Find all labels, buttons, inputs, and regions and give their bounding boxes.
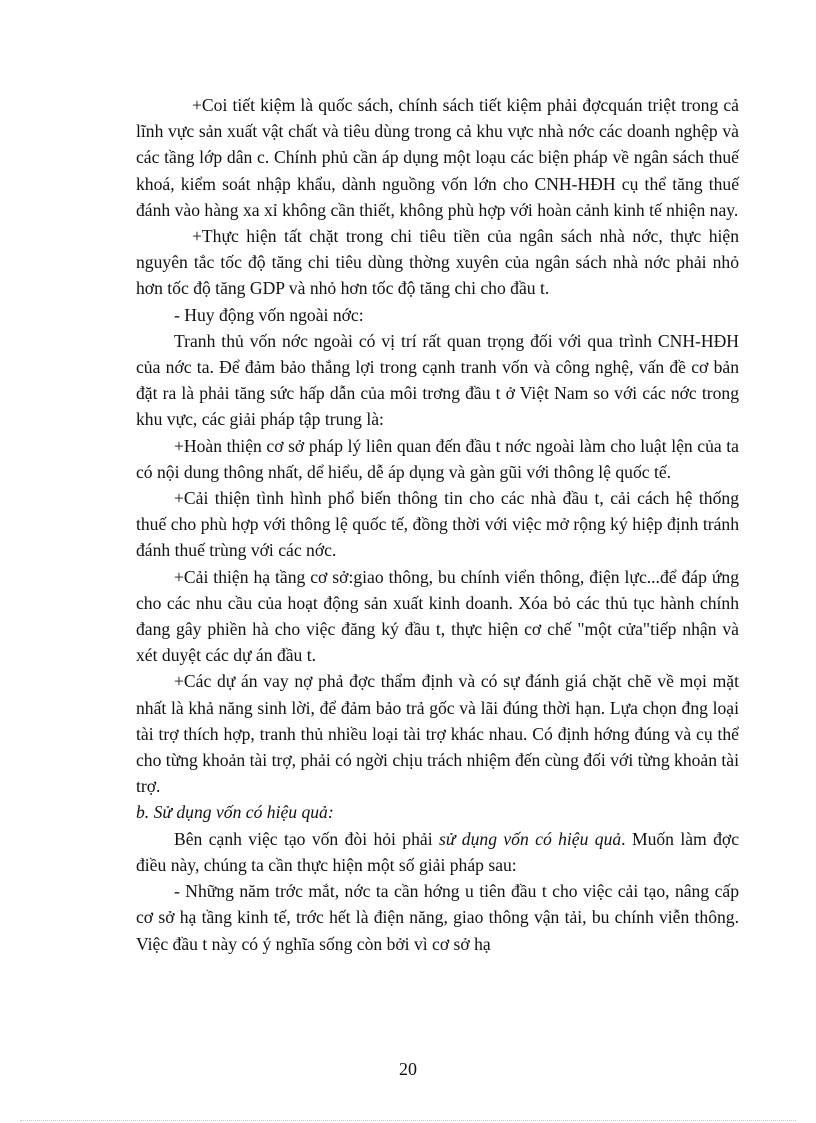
- paragraph-spending-control: +Thực hiện tất chặt trong chi tiêu tiền của ngân sách nhà nớc, thực hiện nguyên tắc tốc độ tăng chi tiêu dùng thờng xuyên của ngân sách nhà nớc phải nhỏ hơn tốc độ tăng GDP và nhỏ hơn tốc độ tăng chi cho đầu t.: [136, 226, 739, 299]
- paragraph-savings-policy: +Coi tiết kiệm là quốc sách, chính sách tiết kiệm phải đợcquán triệt trong cả lĩnh vực sản xuất vật chất và tiêu dùng trong cả khu vực nhà nớc các doanh nghệp và các tầng lớp dân c. Chính phủ cần áp dụng một loạu các biện pháp về ngân sách thuế khoá, kiểm soát nhập khẩu, dành nguồng vốn lớn cho CNH-HĐH cụ thể tăng thuế đánh vào hàng xa xỉ không cần thiết, không phù hợp với hoàn cảnh kinh tế nhiện nay.: [136, 95, 739, 220]
- paragraph-foreign-capital-intro: Tranh thủ vốn nớc ngoài có vị trí rất quan trọng đối với qua trình CNH-HĐH của nớc ta. Để đảm bảo thắng lợi trong cạnh tranh vốn và công nghệ, vấn đề cơ bản đặt ra là phải tăng sức hấp dẫn của môi trơng đầu t ở Việt Nam so với các nớc trong khu vực, các giải pháp tập trung là:: [136, 330, 739, 430]
- page-bottom-rule: [20, 1120, 796, 1121]
- paragraph-legal-framework: +Hoàn thiện cơ sở pháp lý liên quan đến đầu t nớc ngoài làm cho luật lện của ta có nội dung thông nhất, dể hiểu, dễ áp dụng và gàn gũi với thông lệ quốc tế.: [136, 435, 739, 482]
- efficiency-intro-before: Bên cạnh việc tạo vốn đòi hỏi phải: [174, 828, 439, 849]
- paragraph-infrastructure-priority: - Những năm trớc mắt, nớc ta cần hớng u tiên đầu t cho việc cải tạo, nâng cấp cơ sở hạ tầng kinh tế, trớc hết là điện năng, giao thông vận tải, bu chính viễn thông. Việc đầu t này có ý nghĩa sống còn bởi vì cơ sở hạ: [136, 881, 739, 954]
- paragraph-information: +Cải thiện tình hình phổ biến thông tin cho các nhà đầu t, cải cách hệ thống thuế cho phù hợp với thông lệ quốc tế, đồng thời với việc mở rộng ký hiệp định tránh đánh thuế trùng với các nớc.: [136, 488, 739, 561]
- paragraph-infrastructure: +Cải thiện hạ tầng cơ sở:giao thông, bu chính viển thông, điện lực...để đáp ứng cho các nhu cầu của hoạt động sản xuất kinh doanh. Xóa bỏ các thủ tục hành chính đang gây phiền hà cho việc đăng ký đầu t, thực hiện cơ chế "một cửa"tiếp nhận và xét duyệt các dự án đầu t.: [136, 566, 739, 666]
- efficiency-intro-after: . Muốn làm đợc điều này, chúng ta cần thực hiện một số giải pháp sau:: [136, 828, 740, 875]
- efficiency-intro-emphasis: sử dụng vốn có hiệu quả: [438, 828, 622, 849]
- paragraph-efficiency-intro: [136, 826, 739, 878]
- paragraph-loan-projects: +Các dự án vay nợ phả đợc thẩm định và có sự đánh giá chặt chẽ về mọi mặt nhất là khả năng sinh lời, để đảm bảo trả gốc và lãi đúng thời hạn. Lựa chọn đng loại tài trợ thích hợp, tranh thủ nhiều loại tài trợ khác nhau. Có định hớng đúng và cụ thể cho từng khoản tài trợ, phải có ngời chịu trách nhiệm đến cùng đối với từng khoản tài trợ.: [136, 671, 740, 797]
- page-number: 20: [399, 1059, 417, 1079]
- document-body: [136, 92, 739, 957]
- paragraph-foreign-capital-heading: - Huy động vốn ngoài nớc:: [174, 304, 364, 325]
- section-heading-capital-efficiency: b. Sử dụng vốn có hiệu quả:: [136, 802, 334, 823]
